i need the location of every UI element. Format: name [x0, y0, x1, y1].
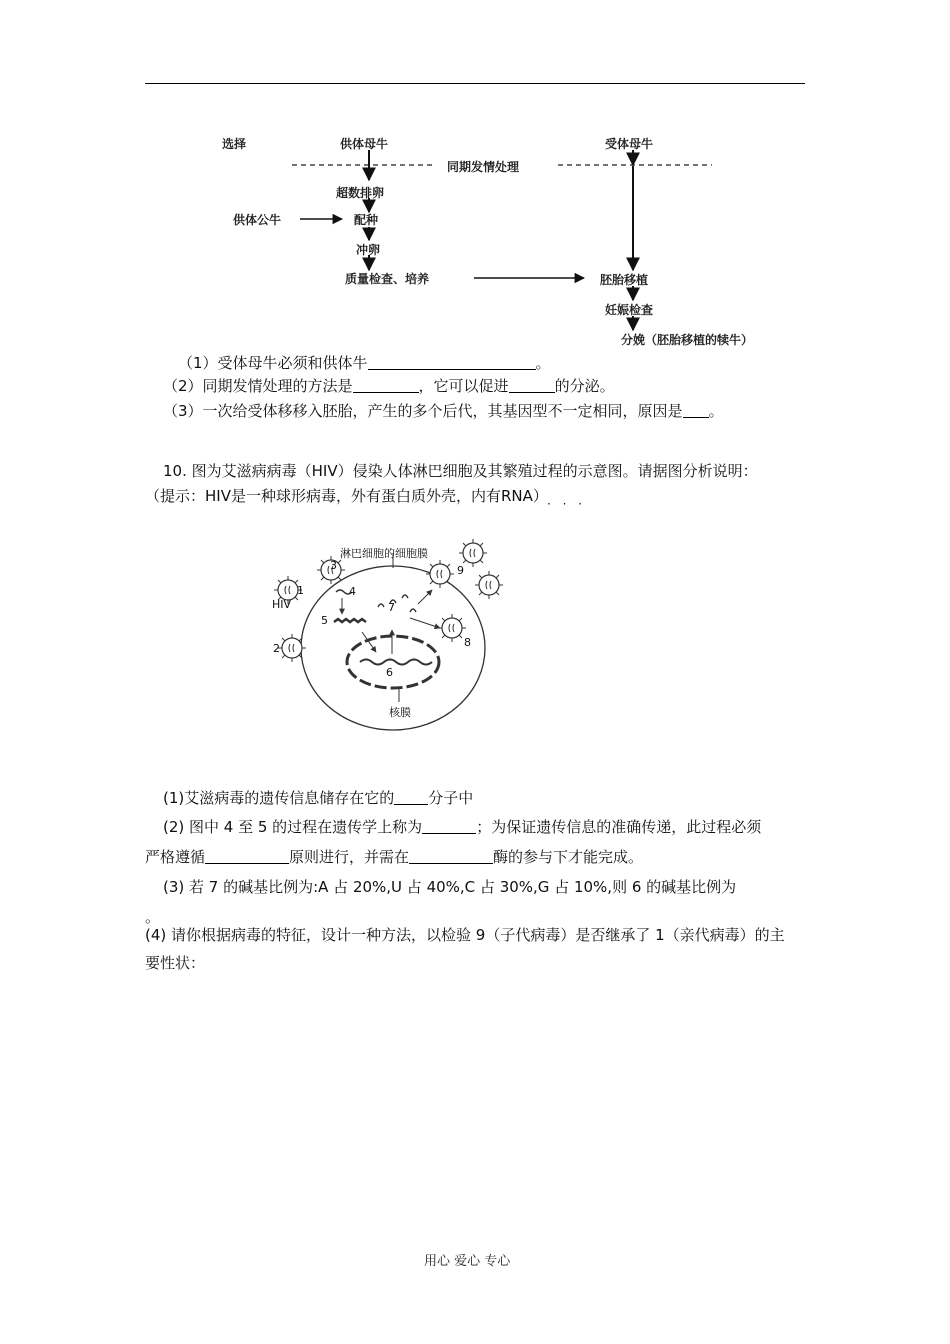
q10-sub-1-end: 分子中 — [428, 789, 474, 807]
virus-2-icon — [278, 634, 306, 662]
label-7: 7 — [388, 601, 395, 614]
flow-mating: 配种 — [354, 213, 379, 227]
q10-intro-text: （提示：HIV是一种球形病毒，外有蛋白质外壳，内有 — [145, 487, 501, 505]
emphasis-dots: · · · — [547, 497, 587, 511]
flow-pregnancy: 妊娠检查 — [605, 303, 654, 317]
q9-item-1-text: （1）受体母牛必须和供体牛 — [178, 354, 368, 372]
flow-superovulation: 超数排卵 — [336, 186, 385, 200]
label-8: 8 — [464, 636, 471, 649]
flow-sync: 同期发情处理 — [447, 160, 520, 174]
label-4: 4 — [349, 585, 356, 598]
label-6: 6 — [386, 666, 393, 679]
flow-quality: 质量检查、培养 — [345, 272, 430, 286]
q10-sub-2-cont — [145, 846, 643, 867]
q10-sub-2-cont-end: 酶的参与下才能完成。 — [493, 848, 644, 866]
hiv-label: HIV — [272, 598, 292, 611]
page-footer: 用心 爱心 专心 — [424, 1254, 511, 1269]
q10-sub-2 — [163, 816, 761, 837]
flow-birth: 分娩（胚胎移植的犊牛） — [621, 333, 754, 347]
q10-sub-3-end: 。 — [145, 908, 161, 926]
q9-item-3-text: （3）一次给受体移移入胚胎，产生的多个后代，其基因型不一定相同，原因是 — [163, 402, 683, 420]
virus-9c-icon — [475, 571, 503, 599]
q10-intro-end: ） — [532, 487, 548, 505]
flow-recipient-cow: 受体母牛 — [605, 137, 654, 151]
answer-blank[interactable] — [205, 848, 289, 864]
membrane-label: 淋巴细胞的细胞膜 — [340, 547, 428, 560]
q10-sub-4-cont: 要性状： — [145, 954, 206, 972]
flow-donor-bull: 供体公牛 — [233, 213, 282, 227]
flow-transfer: 胚胎移植 — [600, 273, 649, 287]
rna-emphasis: RNA — [500, 487, 533, 505]
label-2: 2 — [273, 642, 280, 655]
q10-sub-1-text: (1)艾滋病毒的遗传信息储存在它的 — [163, 789, 395, 807]
q9-item-2-text: （2）同期发情处理的方法是 — [163, 377, 353, 395]
q10-intro-line1: 10. 图为艾滋病病毒（HIV）侵染人体淋巴细胞及其繁殖过程的示意图。请据图分析说明： — [163, 462, 758, 480]
label-9: 9 — [457, 564, 464, 577]
virus-8-icon — [438, 614, 466, 642]
q10-sub-1 — [163, 787, 473, 808]
q10-sub-2-cont-text: 严格遵循 — [145, 848, 206, 866]
label-3: 3 — [330, 559, 337, 572]
flow-select: 选择 — [222, 137, 247, 151]
q9-item-2-end: 的分泌。 — [554, 377, 615, 395]
q9-item-3-end: 。 — [708, 402, 724, 420]
answer-blank[interactable] — [409, 848, 493, 864]
q10-sub-3: (3) 若 7 的碱基比例为:A 占 20%,U 占 40%,C 占 30%,G 占 10%,则 6 的碱基比例为 — [163, 878, 737, 896]
q9-item-1-end: 。 — [535, 354, 551, 372]
q10-sub-2-mid: ；为保证遗传信息的准确传递，此过程必须 — [476, 818, 762, 836]
answer-blank[interactable] — [394, 789, 428, 805]
flow-flush: 冲卵 — [356, 243, 381, 257]
label-5: 5 — [321, 614, 328, 627]
q10-sub-4: (4) 请你根据病毒的特征，设计一种方法，以检验 9（子代病毒）是否继承了 1（亲代病毒）的主 — [145, 926, 785, 944]
virus-9a-icon — [459, 539, 487, 567]
q9-item-2-mid: ，它可以促进 — [418, 377, 509, 395]
flow-donor-cow: 供体母牛 — [340, 137, 389, 151]
nuclear-label: 核膜 — [389, 706, 411, 719]
label-1: 1 — [297, 584, 304, 597]
virus-9b-icon — [426, 560, 454, 588]
q10-sub-2-text: (2) 图中 4 至 5 的过程在遗传学上称为 — [163, 818, 423, 836]
q10-sub-2-cont-mid: 原则进行，并需在 — [289, 848, 410, 866]
answer-blank[interactable] — [422, 818, 476, 834]
